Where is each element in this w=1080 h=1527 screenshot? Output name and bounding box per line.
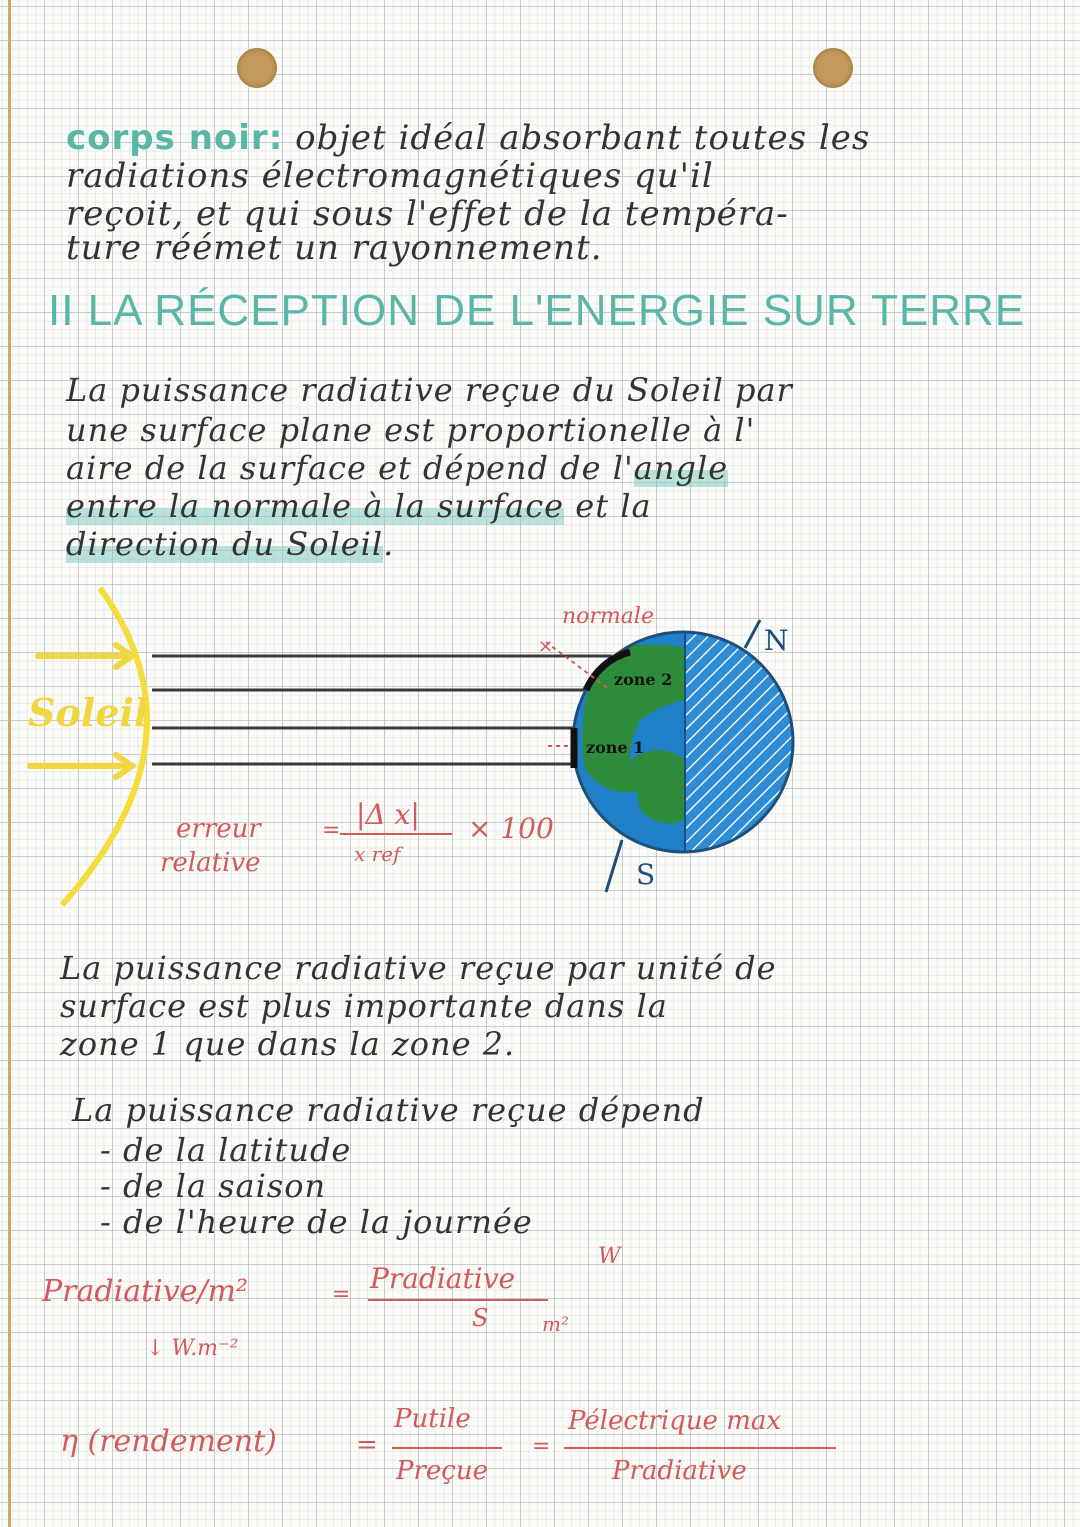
error-label-1: erreur [176, 814, 261, 844]
formula2-frac1-den: Preçue [396, 1456, 489, 1486]
definition-line-3: reçoit, et qui sous l'effet de la tempéra- [66, 194, 789, 234]
error-label-2: relative [160, 848, 261, 878]
error-equals: = [322, 818, 341, 843]
para2-line-3: zone 1 que dans la zone 2. [60, 1025, 516, 1063]
formula1-equals: = [332, 1282, 351, 1307]
formula1-denominator-unit: m² [542, 1312, 569, 1336]
para3-intro: La puissance radiative reçue dépend [72, 1091, 705, 1129]
formula2-equals-2: = [532, 1434, 551, 1459]
formula2-frac2-den: Pradiative [612, 1456, 747, 1486]
formula1-lhs: Pradiative/m² [42, 1274, 249, 1309]
para1-line-3-text: aire de la surface et dépend de l' [66, 449, 634, 487]
definition-line-4: ture réémet un rayonnement. [66, 228, 603, 268]
para1-line-4-tail: et la [564, 487, 652, 525]
para3-item-season: - de la saison [100, 1167, 327, 1205]
para1-line-5-tail: . [383, 525, 395, 563]
zone2-label: zone 2 [614, 670, 673, 689]
normal-angle-mark: × [538, 636, 554, 657]
definition-term: corps noir [66, 118, 269, 158]
formula1-numerator-unit: W [598, 1244, 621, 1269]
error-numerator: |Δ x| [356, 798, 420, 831]
para2-line-1: La puissance radiative reçue par unité de [60, 949, 777, 987]
formula2-lhs: η (rendement) [60, 1424, 277, 1459]
definition-colon: : [268, 118, 284, 158]
para1-line-1: La puissance radiative reçue du Soleil par [66, 371, 793, 409]
para3-item-time-of-day: - de l'heure de la journée [100, 1203, 533, 1241]
north-label: N [764, 624, 789, 657]
formula1-lhs-unit: ↓ W.m⁻² [146, 1336, 239, 1361]
definition-line-2: radiations électromagnétiques qu'il [66, 156, 714, 196]
zone1-label: zone 1 [586, 738, 645, 757]
formula2-frac2-num: Pélectrique max [568, 1406, 782, 1436]
error-multiplier: × 100 [468, 812, 554, 845]
sun-label: Soleil [28, 690, 149, 735]
definition-text-1: objet idéal absorbant toutes les [295, 118, 871, 158]
formula1-numerator: Pradiative [370, 1262, 516, 1295]
para1-angle-word: angle [633, 449, 729, 487]
formula2-equals-1: = [356, 1430, 378, 1460]
para2-line-2: surface est plus importante dans la [60, 987, 668, 1025]
formula2-frac1-num: Putile [394, 1404, 471, 1434]
normal-label: normale [562, 604, 654, 629]
formula1-denominator: S [472, 1304, 489, 1332]
error-denominator: x ref [354, 842, 401, 866]
para1-highlight-normal: entre la normale à la surface [66, 487, 565, 525]
section-title: II LA RÉCEPTION DE L'ENERGIE SUR TERRE [48, 286, 1026, 335]
para1-highlight-sun-direction: direction du Soleil [66, 525, 384, 563]
para3-item-latitude: - de la latitude [100, 1131, 352, 1169]
south-label: S [636, 858, 656, 891]
para1-line-2: une surface plane est proportionelle à l' [66, 411, 756, 449]
